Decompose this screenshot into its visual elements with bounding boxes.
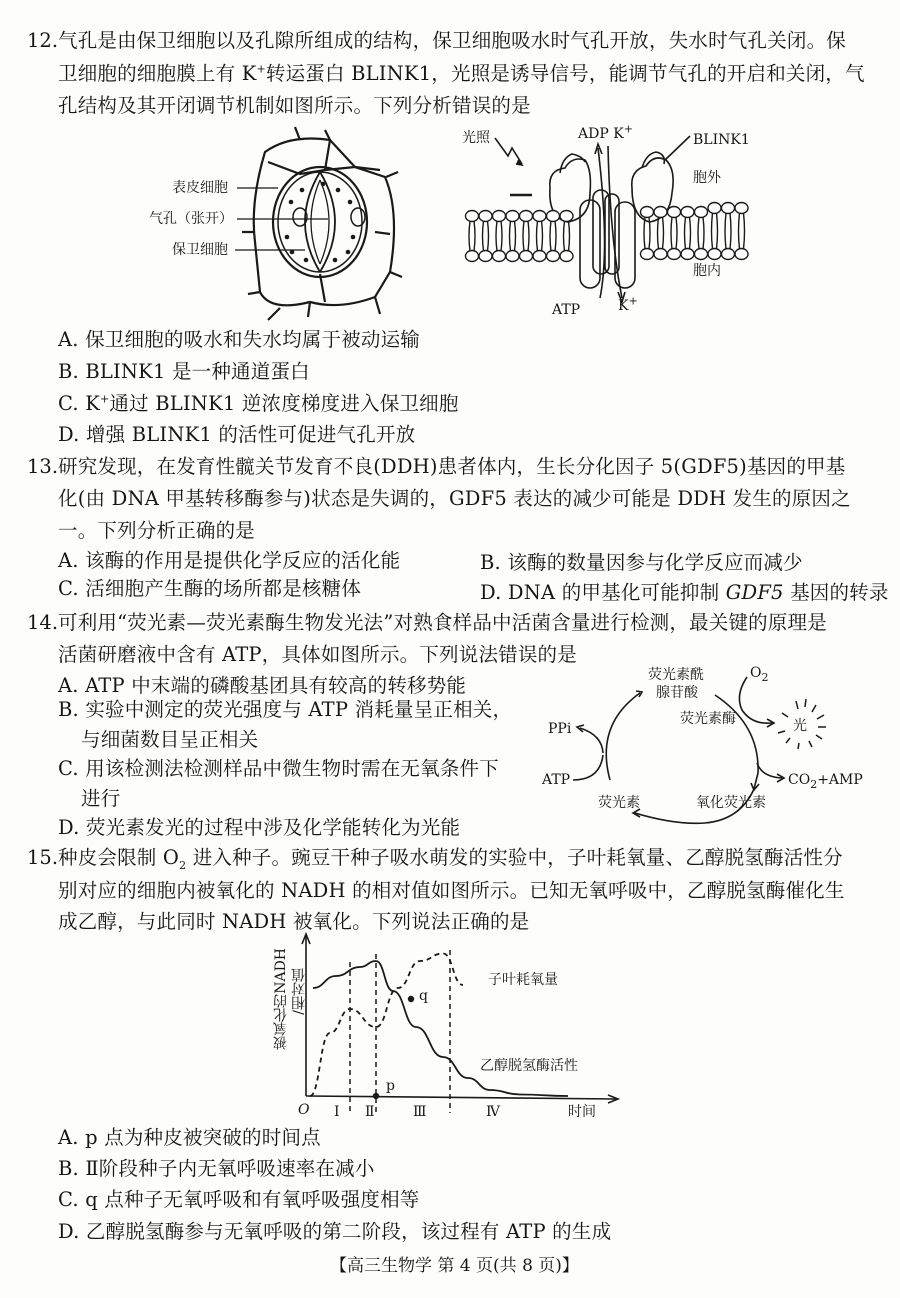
lipid-tail — [496, 221, 502, 251]
label-k-top-sup: + — [623, 122, 633, 136]
lipid-tail — [523, 221, 529, 251]
label-k-bottom — [618, 294, 638, 314]
q13-option-d — [480, 580, 889, 606]
q15-option-a: A. p 点为种皮被突破的时间点 — [58, 1126, 321, 1149]
membrane-drawing — [450, 118, 770, 323]
lipid-head — [560, 211, 573, 222]
label-atp-input: ATP — [542, 772, 571, 788]
label-o2-text: O — [750, 665, 762, 681]
q13-stem-line-3: 一。下列分析正确的是 — [58, 519, 256, 542]
q13-stem-line-2: 化(由 DNA 甲基转移酶参与)状态是失调的，GDF5 表达的减少可能是 DDH 发生的原因之 — [58, 487, 851, 510]
q15-stem-line-3: 成乙醇，与此同时 NADH 被氧化。下列说法正确的是 — [58, 910, 530, 933]
q15-stem-line-1-a: 种皮会限制 O — [58, 846, 180, 869]
label-luciferin: 荧光素 — [598, 795, 640, 811]
q12-stem-line-2-b: 转运蛋白 BLINK1，光照是诱导信号，能调节气孔的开启和关闭，气 — [265, 62, 865, 85]
lipid-tail — [658, 217, 664, 249]
label-light: 光照 — [462, 130, 490, 146]
y-axis-label-1: 被氧化的NADH — [273, 948, 289, 1050]
lipid-tail — [739, 213, 745, 249]
label-guard-cell: 保卫细胞 — [172, 242, 228, 258]
lipid-head — [493, 251, 506, 262]
q15-stem-line-1 — [58, 845, 843, 871]
lipid-head — [654, 249, 667, 260]
q15-o2-sub: 2 — [179, 858, 187, 872]
q14-option-a: A. ATP 中末端的磷酸基团具有较高的转移势能 — [58, 674, 467, 697]
question-13-number: 13. — [27, 455, 59, 478]
point-q — [408, 996, 414, 1002]
lipid-head — [668, 249, 681, 260]
lipid-head — [547, 211, 560, 222]
lipid-head — [695, 207, 708, 218]
lipid-tail — [725, 213, 731, 249]
label-luciferase: 荧光素酶 — [680, 711, 736, 727]
q12-stem-line-3: 孔结构及其开闭调节机制如图所示。下列分析错误的是 — [58, 94, 531, 117]
label-k-bottom-text: K — [618, 298, 629, 314]
q15-option-b: B. Ⅱ阶段种子内无氧呼吸速率在减小 — [58, 1157, 375, 1180]
blink1-membrane-figure — [450, 118, 770, 323]
lipid-head — [479, 251, 492, 262]
q13-option-d-a: D. DNA 的甲基化可能抑制 — [480, 581, 726, 604]
nadh-chart-svg — [268, 928, 628, 1128]
lipid-head — [641, 249, 654, 260]
q13-option-d-gene: GDF5 — [725, 581, 784, 604]
q13-option-b: B. 该酶的数量因参与化学反应而减少 — [480, 551, 803, 574]
stage-label-1: Ⅰ — [334, 1104, 340, 1120]
label-stoma-open: 气孔（张开） — [149, 211, 233, 227]
lipid-head — [506, 251, 519, 262]
q12-option-c-b: 通过 BLINK1 逆浓度梯度进入保卫细胞 — [109, 392, 459, 415]
lipid-head — [735, 203, 748, 214]
lipid-tail — [671, 217, 677, 249]
q12-stem-line-2-a: 卫细胞的细胞膜上有 K — [58, 62, 257, 85]
x-axis — [306, 1096, 616, 1099]
lipid-tail — [712, 213, 718, 249]
lipid-head — [506, 211, 519, 222]
question-15-number: 15. — [27, 846, 59, 869]
lipid-head — [533, 251, 546, 262]
label-outside-cell: 胞外 — [693, 170, 721, 186]
q14-option-c-line-1: C. 用该检测法检测样品中微生物时需在无氧条件下 — [58, 757, 499, 780]
q15-stem-line-1-b: 进入种子。豌豆干种子吸水萌发的实验中，子叶耗氧量、乙醇脱氢酶活性分 — [186, 846, 843, 869]
lipid-head — [654, 207, 667, 218]
lipid-head — [520, 211, 533, 222]
lipid-head — [493, 211, 506, 222]
lipid-head — [722, 203, 735, 214]
lipid-tail — [698, 217, 704, 249]
q13-option-c: C. 活细胞产生酶的场所都是核糖体 — [58, 577, 362, 600]
lipid-head — [708, 203, 721, 214]
k-plus-sup: + — [256, 62, 266, 76]
point-p — [373, 1093, 379, 1099]
label-k-top: K — [613, 126, 624, 142]
lipid-head — [695, 249, 708, 260]
q15-option-d: D. 乙醇脱氢酶参与无氧呼吸的第二阶段，该过程有 ATP 的生成 — [58, 1220, 612, 1243]
label-oxyluciferin: 氧化荧光素 — [696, 795, 766, 811]
label-o2-sub: 2 — [761, 670, 769, 684]
lipid-head — [547, 251, 560, 262]
q14-option-b-line-1: B. 实验中测定的荧光强度与 ATP 消耗量呈正相关， — [58, 698, 513, 721]
q15-option-c: C. q 点种子无氧呼吸和有氧呼吸强度相等 — [58, 1188, 420, 1211]
lipid-head — [520, 251, 533, 262]
question-12-number: 12. — [27, 29, 59, 52]
q14-option-d: D. 荧光素发光的过程中涉及化学能转化为光能 — [58, 816, 461, 839]
lipid-head — [681, 249, 694, 260]
lipid-head — [533, 211, 546, 222]
q14-option-c-line-2: 进行 — [81, 787, 121, 810]
lipid-tail — [469, 221, 475, 251]
q12-option-c-a: C. K — [58, 392, 100, 415]
lipid-tail — [510, 221, 516, 251]
label-k-bottom-sup: + — [628, 294, 638, 308]
q13-option-d-b: 基因的转录 — [783, 581, 889, 604]
stage-label-3: Ⅲ — [413, 1104, 427, 1120]
q12-option-a: A. 保卫细胞的吸水和失水均属于被动运输 — [58, 328, 420, 351]
q13-stem-line-1: 研究发现，在发育性髋关节发育不良(DDH)患者体内，生长分化因子 5(GDF5)基因的甲基 — [58, 455, 846, 478]
label-co2-text: CO — [788, 772, 811, 788]
lipid-head — [735, 249, 748, 260]
lipid-head — [560, 251, 573, 262]
label-o2 — [750, 665, 769, 684]
label-light-emitted: 光 — [793, 718, 807, 734]
lipid-head — [479, 211, 492, 222]
origin-label: O — [298, 1102, 310, 1118]
stage-label-2: Ⅱ — [365, 1104, 375, 1120]
label-blink1: BLINK1 — [693, 132, 750, 148]
lipid-head — [466, 251, 479, 262]
luciferase-cycle-figure — [540, 655, 880, 835]
label-inside-cell: 胞内 — [693, 263, 721, 279]
q13-option-a: A. 该酶的作用是提供化学反应的活化能 — [58, 549, 401, 572]
lipid-head — [668, 207, 681, 218]
point-q-label: q — [419, 988, 428, 1004]
arc-left — [606, 693, 640, 780]
lipid-head — [466, 211, 479, 222]
q12-option-d: D. 增强 BLINK1 的活性可促进气孔开放 — [58, 423, 416, 446]
x-axis-label: 时间 — [568, 1104, 596, 1120]
lipid-tail — [550, 221, 556, 251]
lipid-head — [722, 249, 735, 260]
q12-stem-line-1: 气孔是由保卫细胞以及孔隙所组成的结构，保卫细胞吸水时气孔开放，失水时气孔关闭。保 — [58, 29, 847, 52]
q12-option-c-sup: + — [100, 392, 110, 406]
lipid-tail — [564, 221, 570, 251]
label-co2-sub: 2 — [810, 777, 818, 791]
label-ppi: PPi — [548, 721, 572, 737]
y-axis-label-2: /相对值 — [291, 968, 307, 1015]
lipid-tail — [685, 217, 691, 249]
point-p-label: p — [386, 1078, 395, 1094]
q12-option-c — [58, 391, 459, 417]
label-co2-amp — [788, 772, 863, 791]
label-amp-text: +AMP — [817, 772, 863, 788]
label-epidermal-cell: 表皮细胞 — [172, 180, 228, 196]
nadh-chart — [268, 928, 628, 1128]
legend-oxygen-consumption: 子叶耗氧量 — [488, 972, 558, 988]
q14-option-b-line-2: 与细菌数目呈正相关 — [81, 728, 259, 751]
lipid-tail — [483, 221, 489, 251]
q14-stem-line-2: 活菌研磨液中含有 ATP，具体如图所示。下列说法错误的是 — [58, 643, 577, 666]
label-adp: ADP — [578, 126, 609, 142]
label-adp-k — [578, 122, 633, 142]
q12-stem-line-2 — [58, 61, 865, 87]
legend-adh-activity: 乙醇脱氢酶活性 — [480, 1058, 578, 1074]
question-14-number: 14. — [27, 611, 59, 634]
lipid-head — [681, 207, 694, 218]
page-footer: 【高三生物学 第 4 页(共 8 页)】 — [330, 1256, 579, 1276]
label-luciferyl-adenylate-2: 腺苷酸 — [656, 685, 698, 701]
label-luciferyl-adenylate-1: 荧光素酰 — [648, 667, 704, 683]
stage-label-4: Ⅳ — [486, 1104, 500, 1120]
lipid-head — [641, 207, 654, 218]
q12-option-b: B. BLINK1 是一种通道蛋白 — [58, 360, 310, 383]
q15-stem-line-2: 别对应的细胞内被氧化的 NADH 的相对值如图所示。已知无氧呼吸中，乙醇脱氢酶催化生 — [58, 879, 845, 902]
series-line-oxygen-consumption — [310, 954, 463, 1097]
lipid-tail — [537, 221, 543, 251]
lipid-head — [708, 249, 721, 260]
label-atp: ATP — [552, 302, 581, 318]
stoma-figure — [150, 122, 410, 322]
arc-right — [715, 695, 758, 773]
q14-stem-line-1: 可利用“荧光素—荧光素酶生物发光法”对熟食样品中活菌含量进行检测，最关键的原理是 — [58, 611, 827, 634]
